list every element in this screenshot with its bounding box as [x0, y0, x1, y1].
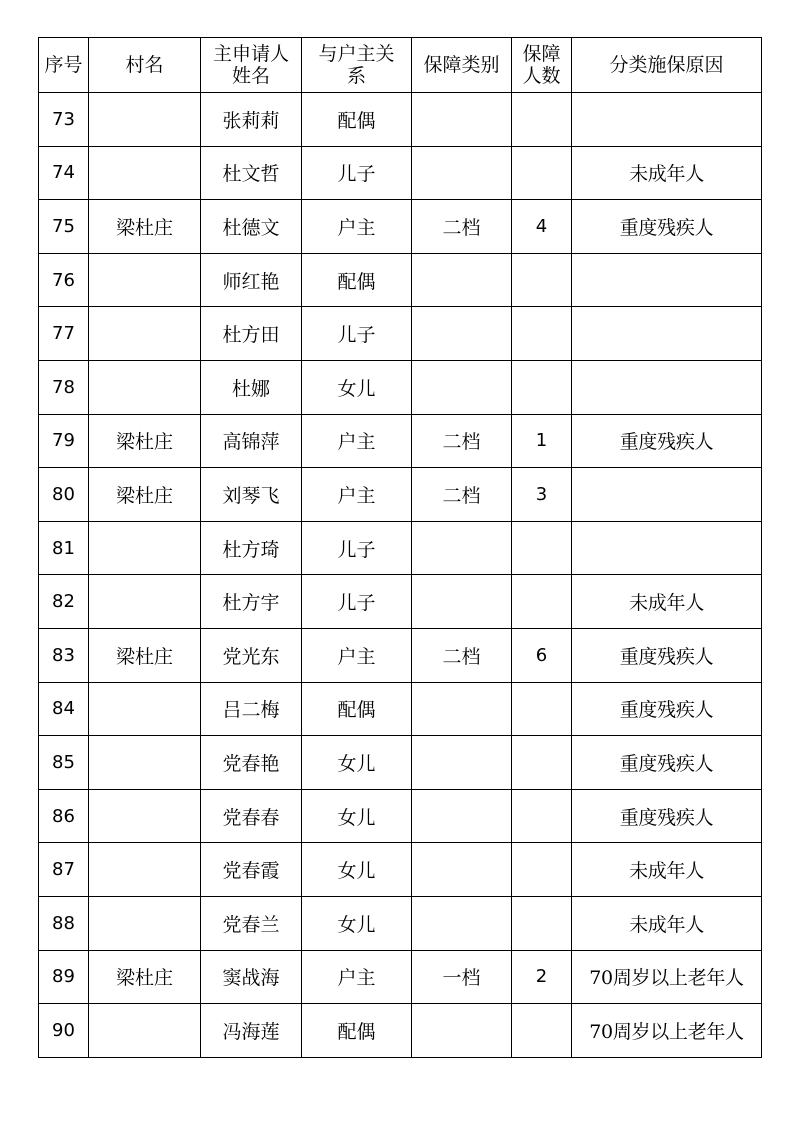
- cell-category: [412, 253, 512, 307]
- cell-reason: [572, 307, 762, 361]
- table-row: [39, 1004, 762, 1058]
- table-row: [39, 896, 762, 950]
- table-row: [39, 200, 762, 254]
- cell-village: [89, 682, 201, 736]
- table-row: [39, 736, 762, 790]
- cell-village: [89, 843, 201, 897]
- cell-name: 冯海莲: [201, 1004, 302, 1058]
- cell-village: [89, 736, 201, 790]
- cell-reason: 未成年人: [572, 896, 762, 950]
- cell-village: [89, 146, 201, 200]
- cell-reason: 重度残疾人: [572, 200, 762, 254]
- cell-index: 89: [39, 950, 89, 1004]
- cell-village: [89, 1004, 201, 1058]
- cell-reason: 重度残疾人: [572, 736, 762, 790]
- header-category: 保障类别: [412, 38, 512, 93]
- cell-name: 窦战海: [201, 950, 302, 1004]
- header-count: [512, 38, 572, 93]
- cell-reason: 未成年人: [572, 575, 762, 629]
- cell-category: [412, 1004, 512, 1058]
- cell-reason: [572, 468, 762, 522]
- cell-relation: 儿子: [302, 146, 412, 200]
- cell-name: 杜方宇: [201, 575, 302, 629]
- cell-reason: 70周岁以上老年人: [572, 1004, 762, 1058]
- header-row: [39, 38, 762, 93]
- header-relation-line1: 与户主关: [318, 43, 395, 65]
- cell-category: [412, 682, 512, 736]
- header-relation: [302, 38, 412, 93]
- cell-name: 党春兰: [201, 896, 302, 950]
- cell-relation: 户主: [302, 200, 412, 254]
- table-row: [39, 682, 762, 736]
- cell-count: [512, 93, 572, 147]
- cell-relation: 户主: [302, 414, 412, 468]
- header-reason: 分类施保原因: [572, 38, 762, 93]
- cell-name: 张莉莉: [201, 93, 302, 147]
- cell-reason: 重度残疾人: [572, 789, 762, 843]
- cell-category: [412, 896, 512, 950]
- cell-name: 杜文哲: [201, 146, 302, 200]
- cell-relation: 配偶: [302, 1004, 412, 1058]
- cell-village: [89, 575, 201, 629]
- cell-category: 一档: [412, 950, 512, 1004]
- cell-index: 78: [39, 360, 89, 414]
- cell-name: 吕二梅: [201, 682, 302, 736]
- cell-village: [89, 360, 201, 414]
- table-row: [39, 146, 762, 200]
- table-row: [39, 950, 762, 1004]
- cell-reason: 未成年人: [572, 843, 762, 897]
- table-row: [39, 307, 762, 361]
- cell-relation: 户主: [302, 628, 412, 682]
- cell-count: [512, 1004, 572, 1058]
- cell-category: 二档: [412, 468, 512, 522]
- cell-category: [412, 146, 512, 200]
- cell-reason: 重度残疾人: [572, 414, 762, 468]
- cell-category: [412, 93, 512, 147]
- cell-village: 梁杜庄: [89, 414, 201, 468]
- cell-index: 83: [39, 628, 89, 682]
- cell-count: 3: [512, 468, 572, 522]
- cell-name: 党春春: [201, 789, 302, 843]
- cell-village: 梁杜庄: [89, 468, 201, 522]
- table-row: [39, 360, 762, 414]
- cell-village: 梁杜庄: [89, 200, 201, 254]
- table-body: [39, 93, 762, 1058]
- cell-index: 85: [39, 736, 89, 790]
- cell-count: 1: [512, 414, 572, 468]
- cell-village: [89, 93, 201, 147]
- cell-count: [512, 843, 572, 897]
- cell-count: 6: [512, 628, 572, 682]
- cell-index: 88: [39, 896, 89, 950]
- cell-category: 二档: [412, 414, 512, 468]
- cell-index: 76: [39, 253, 89, 307]
- cell-village: [89, 896, 201, 950]
- cell-name: 师红艳: [201, 253, 302, 307]
- cell-village: [89, 521, 201, 575]
- assistance-roster-table: [38, 37, 762, 1058]
- cell-name: 刘琴飞: [201, 468, 302, 522]
- cell-relation: 女儿: [302, 360, 412, 414]
- table-row: [39, 93, 762, 147]
- cell-index: 79: [39, 414, 89, 468]
- table-row: [39, 789, 762, 843]
- cell-reason: [572, 521, 762, 575]
- cell-count: [512, 682, 572, 736]
- cell-relation: 配偶: [302, 682, 412, 736]
- cell-category: [412, 575, 512, 629]
- cell-reason: 重度残疾人: [572, 682, 762, 736]
- cell-index: 81: [39, 521, 89, 575]
- cell-reason: [572, 360, 762, 414]
- cell-count: [512, 736, 572, 790]
- cell-index: 86: [39, 789, 89, 843]
- cell-village: [89, 789, 201, 843]
- cell-name: 党光东: [201, 628, 302, 682]
- cell-count: 2: [512, 950, 572, 1004]
- cell-village: 梁杜庄: [89, 950, 201, 1004]
- cell-count: [512, 896, 572, 950]
- cell-relation: 女儿: [302, 896, 412, 950]
- cell-category: [412, 736, 512, 790]
- cell-count: [512, 146, 572, 200]
- cell-index: 84: [39, 682, 89, 736]
- table-row: [39, 521, 762, 575]
- cell-reason: [572, 93, 762, 147]
- cell-relation: 配偶: [302, 93, 412, 147]
- table-row: [39, 414, 762, 468]
- cell-index: 90: [39, 1004, 89, 1058]
- cell-village: [89, 307, 201, 361]
- cell-name: 杜方琦: [201, 521, 302, 575]
- cell-relation: 儿子: [302, 521, 412, 575]
- cell-index: 87: [39, 843, 89, 897]
- table-header: [39, 38, 762, 93]
- cell-category: [412, 789, 512, 843]
- header-index: 序号: [39, 38, 89, 93]
- cell-relation: 儿子: [302, 307, 412, 361]
- cell-count: [512, 360, 572, 414]
- cell-index: 75: [39, 200, 89, 254]
- header-applicant-line2: 姓名: [231, 65, 270, 87]
- cell-name: 杜娜: [201, 360, 302, 414]
- cell-relation: 户主: [302, 950, 412, 1004]
- cell-name: 党春霞: [201, 843, 302, 897]
- cell-category: [412, 360, 512, 414]
- cell-relation: 女儿: [302, 789, 412, 843]
- cell-count: [512, 307, 572, 361]
- cell-count: [512, 789, 572, 843]
- cell-index: 77: [39, 307, 89, 361]
- cell-relation: 女儿: [302, 843, 412, 897]
- header-applicant-name: [201, 38, 302, 93]
- table-row: [39, 628, 762, 682]
- cell-relation: 儿子: [302, 575, 412, 629]
- cell-reason: 未成年人: [572, 146, 762, 200]
- header-applicant-line1: 主申请人: [212, 43, 289, 65]
- table-row: [39, 253, 762, 307]
- cell-index: 82: [39, 575, 89, 629]
- table-row: [39, 843, 762, 897]
- cell-reason: 重度残疾人: [572, 628, 762, 682]
- cell-index: 80: [39, 468, 89, 522]
- cell-count: [512, 253, 572, 307]
- cell-name: 杜德文: [201, 200, 302, 254]
- cell-relation: 户主: [302, 468, 412, 522]
- cell-name: 杜方田: [201, 307, 302, 361]
- cell-category: [412, 521, 512, 575]
- cell-count: 4: [512, 200, 572, 254]
- header-count-line2: 人数: [522, 65, 561, 87]
- cell-village: 梁杜庄: [89, 628, 201, 682]
- cell-reason: [572, 253, 762, 307]
- header-village: 村名: [89, 38, 201, 93]
- cell-index: 73: [39, 93, 89, 147]
- cell-relation: 配偶: [302, 253, 412, 307]
- cell-category: [412, 843, 512, 897]
- cell-count: [512, 521, 572, 575]
- cell-count: [512, 575, 572, 629]
- table-row: [39, 575, 762, 629]
- header-count-line1: 保障: [522, 43, 561, 65]
- cell-category: 二档: [412, 628, 512, 682]
- cell-name: 党春艳: [201, 736, 302, 790]
- cell-relation: 女儿: [302, 736, 412, 790]
- cell-category: 二档: [412, 200, 512, 254]
- cell-village: [89, 253, 201, 307]
- cell-category: [412, 307, 512, 361]
- cell-name: 高锦萍: [201, 414, 302, 468]
- table-row: [39, 468, 762, 522]
- cell-index: 74: [39, 146, 89, 200]
- header-relation-line2: 系: [346, 65, 366, 87]
- cell-reason: 70周岁以上老年人: [572, 950, 762, 1004]
